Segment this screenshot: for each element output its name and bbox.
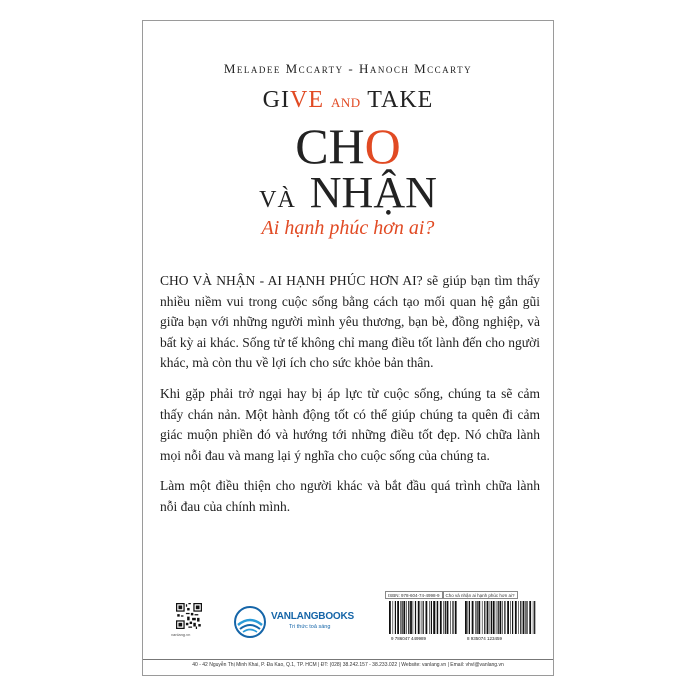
- barcode-right: [465, 601, 535, 634]
- description-paragraph: Khi gặp phải trở ngại hay bị áp lực từ cuộc sống, chúng ta sẽ cảm thấy chán nản. Một hành động tốt có thể giúp chúng ta quên đi cảm giác muộn phiền đó và hướng tới những điều tốt đẹp. Nó chữa lành mọi nỗi đau và mang lại ý nghĩa cho cuộc sống của chúng ta.: [160, 385, 540, 463]
- isbn-title: Cho và nhận ai hạnh phúc hơn ai?: [443, 591, 518, 599]
- qr-code: [176, 603, 202, 629]
- description-paragraph: CHO VÀ NHẬN - AI HẠNH PHÚC HƠN AI? sẽ giúp bạn tìm thấy nhiều niềm vui trong cuộc sống bằng cách tạo mối quan hệ gắn gũi giữa bạn với những người mình yêu thương, bạn bè, đồng nghiệp, và bất kỳ ai khác. Sống tử tế không chỉ mang điều tốt lành đến cho người khác, mà còn thu về lợi ích cho sức khỏe bản thân.: [160, 273, 540, 371]
- publisher-globe-icon: [233, 605, 267, 639]
- title-va: VÀ: [259, 187, 296, 213]
- title-cho: [143, 118, 553, 174]
- series-title-and: AND: [331, 95, 361, 110]
- barcode: [385, 601, 539, 635]
- publisher-footer: 40 - 42 Nguyễn Thị Minh Khai, P. Đa Kao, Q.1, TP. HCM | ĐT: (028) 38.242.157 - 38.233.022 | Website: vanlang.vn | Email: vhvl@vanlang.vn: [143, 659, 553, 672]
- subtitle: Ai hạnh phúc hơn ai?: [261, 217, 435, 239]
- title-nhan: NHẬN: [309, 168, 437, 217]
- barcode-left: [389, 601, 457, 634]
- series-title-gi: GI: [262, 87, 290, 113]
- series-title-take: TAKE: [367, 87, 434, 113]
- publisher-logo: [233, 605, 354, 641]
- isbn-line: [385, 591, 539, 599]
- description-paragraph: Làm một điều thiện cho người khác và bắt đầu quá trình chữa lành nỗi đau của chính mình.: [160, 478, 540, 514]
- barcode-right-number: 8 935074 123459: [467, 636, 503, 641]
- title-va-nhan: [143, 168, 553, 222]
- description: [160, 271, 540, 528]
- authors: Meladee Mccarty - Hanoch Mccarty: [223, 61, 473, 76]
- series-title-ve: VE: [290, 87, 324, 113]
- title-cho-accent: O: [364, 118, 401, 174]
- qr-caption: vanlang.vn: [171, 632, 191, 637]
- book-back-cover: [142, 20, 554, 676]
- title-cho-plain: CH: [295, 118, 365, 174]
- isbn-label: ISBN: 978-604-74-4998-9: [385, 591, 443, 599]
- publisher-name: VANLANGBOOKS: [271, 611, 354, 622]
- publisher-tagline: Tri thức toả sáng: [289, 624, 331, 630]
- barcode-left-number: 9 786047 449989: [391, 636, 427, 641]
- barcode-area: [385, 591, 539, 647]
- series-title: [143, 87, 553, 114]
